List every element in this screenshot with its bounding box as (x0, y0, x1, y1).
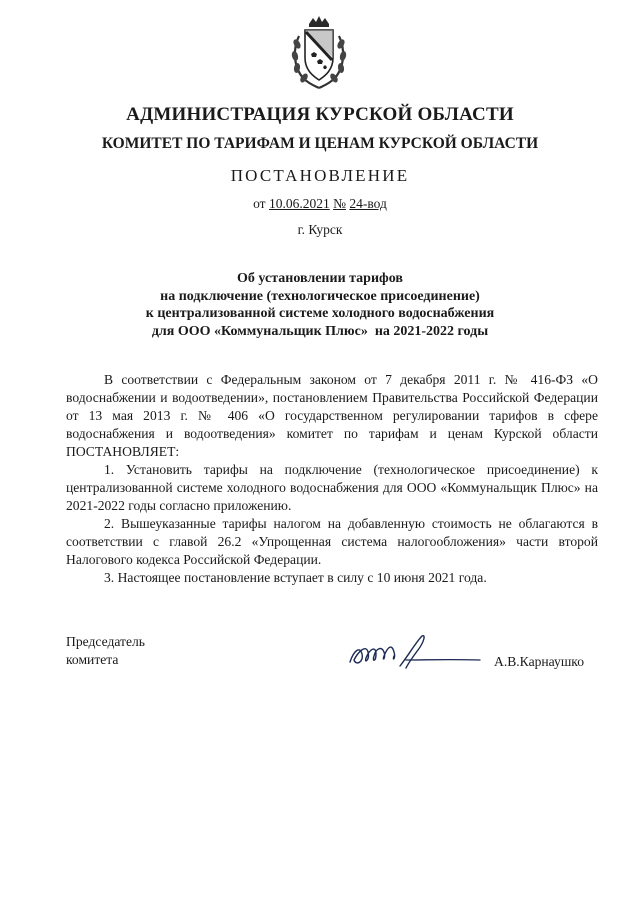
preamble-paragraph: В соответствии с Федеральным законом от 7 декабря 2011 г. № 416-ФЗ «О водоснабжении и водоотведении», постановлением Правительства Российской Федерации от 13 мая 2013 г. № 406 «О государственном регулировании тарифов в сфере водоснабжения и водоотведения» комитет по тарифам и ценам Курской области ПОСТАНОВЛЯЕТ: (66, 372, 598, 459)
date-number-line (0, 196, 640, 212)
date-prefix: от (253, 196, 266, 211)
committee-heading: КОМИТЕТ ПО ТАРИФАМ И ЦЕНАМ КУРСКОЙ ОБЛАСТИ (101, 135, 539, 152)
number-prefix: № (333, 196, 346, 211)
document-type-heading: ПОСТАНОВЛЕНИЕ (230, 166, 410, 185)
administration-heading: АДМИНИСТРАЦИЯ КУРСКОЙ ОБЛАСТИ (126, 104, 514, 125)
document-number: 24-вод (349, 196, 387, 211)
document-title (0, 270, 640, 340)
document-body (66, 371, 598, 587)
item-2-paragraph: 2. Вышеуказанные тарифы налогом на добавленную стоимость не облагаются в соответствии с главой 26.2 «Упрощенная система налогообложения» части второй Налогового кодекса Российской Федерации. (66, 516, 598, 567)
title-line-2: на подключение (технологическое присоединение) (160, 288, 480, 304)
title-line-4: для ООО «Коммунальщик Плюс» на 2021-2022 годы (151, 323, 489, 339)
position-line-1: Председатель (66, 634, 145, 649)
item-1-paragraph: 1. Установить тарифы на подключение (технологическое присоединение) к централизованной системе холодного водоснабжения для ООО «Коммунальщик Плюс» на 2021-2022 годы согласно приложению. (66, 462, 598, 513)
signatory-name: А.В.Карнаушко (494, 654, 584, 669)
position-line-2: комитета (66, 652, 119, 667)
city-line: г. Курск (297, 222, 343, 237)
handwritten-signature (346, 632, 486, 674)
signatory-position (66, 633, 145, 669)
coat-of-arms-icon (289, 14, 349, 90)
item-3-paragraph: 3. Настоящее постановление вступает в силу с 10 июня 2021 года. (104, 570, 487, 585)
title-line-1: Об установлении тарифов (237, 271, 403, 286)
title-line-3: к централизованной системе холодного водоснабжения (145, 306, 495, 321)
document-date: 10.06.2021 (268, 196, 330, 211)
